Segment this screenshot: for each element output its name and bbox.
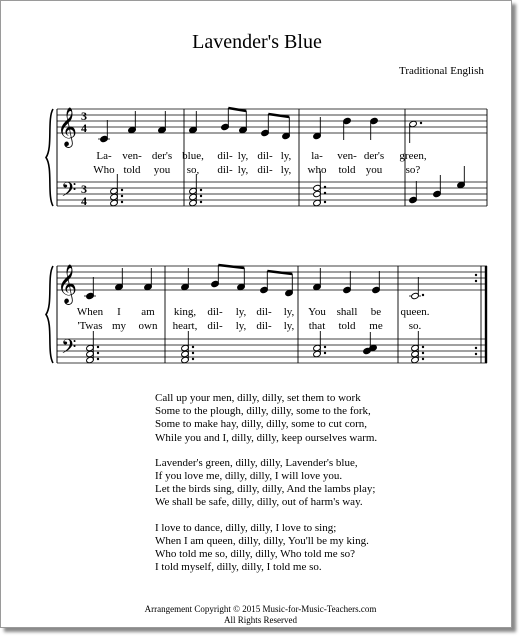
- augmentation-dot: [200, 189, 202, 191]
- verse-line: Some to the plough, dilly, dilly, some to the fork,: [155, 405, 371, 418]
- lyric-verse2: ly,: [280, 164, 292, 176]
- note-beam: [268, 114, 289, 117]
- augmentation-dot: [422, 358, 424, 360]
- stanza-2: [155, 457, 377, 510]
- lyric-verse2: told: [338, 320, 356, 332]
- augmentation-dot: [97, 352, 99, 354]
- lyric-verse1: ven-: [122, 150, 142, 162]
- lyric-verse2: that: [308, 320, 326, 332]
- lyric-verse2: 'Twas: [77, 320, 103, 332]
- lyric-verse2: you: [153, 164, 171, 176]
- lyric-verse2: dil-: [257, 164, 273, 176]
- lyric-verse1: When: [76, 306, 104, 318]
- verse-line: Let the birds sing, dilly, dilly, And the lambs play;: [155, 483, 376, 496]
- lyric-verse2: who: [307, 164, 327, 176]
- verse-line: Call up your men, dilly, dilly, set them to work: [155, 392, 361, 404]
- verse-line: While you and I, dilly, dilly, keep ourselves warm.: [155, 431, 378, 444]
- rights-line: All Rights Reserved: [224, 615, 297, 625]
- augmentation-dot: [324, 186, 326, 188]
- lyric-verse1: dil-: [257, 150, 273, 162]
- lyric-verse2: me: [369, 320, 383, 332]
- verse-line: Who told me so, dilly, dilly, Who told me so?: [155, 548, 356, 561]
- note-beam: [218, 265, 244, 268]
- lyric-verse2: so?: [405, 164, 421, 176]
- composer-credit: Traditional English: [399, 65, 484, 77]
- augmentation-dot: [475, 347, 477, 349]
- lyric-verse2: ly,: [283, 320, 295, 332]
- lyric-verse2: told: [338, 164, 356, 176]
- verse-line: If you love me, dilly, dilly, I will love you.: [155, 470, 343, 483]
- lyric-verse1: ly,: [283, 306, 295, 318]
- augmentation-dot: [97, 346, 99, 348]
- treble-clef-icon: 𝄞: [57, 264, 78, 304]
- grand-staff-brace: [46, 266, 53, 363]
- lyric-verse1: I: [117, 306, 121, 318]
- lyric-verse2: dil-: [217, 164, 233, 176]
- verse-line: I told myself, dilly, dilly, I told me so.: [155, 561, 322, 574]
- time-signature-top: 3: [81, 182, 87, 196]
- lyric-verse2: my: [111, 320, 127, 332]
- augmentation-dot: [324, 201, 326, 203]
- lyric-verse1: king,: [173, 306, 197, 318]
- lyric-verse1: ly,: [280, 150, 292, 162]
- lyric-verse2: ly,: [235, 320, 247, 332]
- lyric-verse2: heart,: [172, 320, 198, 332]
- additional-verses: [155, 392, 377, 586]
- augmentation-dot: [192, 358, 194, 360]
- time-signature-bottom: 4: [81, 121, 87, 135]
- lyric-verse1: be: [370, 306, 382, 318]
- augmentation-dot: [121, 201, 123, 203]
- lyric-verse2: so.: [408, 320, 422, 332]
- augmentation-dot: [475, 353, 477, 355]
- verse-line: Lavender's green, dilly, dilly, Lavender's blue,: [155, 456, 358, 469]
- stanza-3: [155, 522, 377, 575]
- lyric-verse1: blue,: [182, 150, 204, 162]
- verse-line: I love to dance, dilly, dilly, I love to sing;: [155, 521, 337, 534]
- lyric-verse1: dil-: [256, 306, 272, 318]
- treble-clef-icon: 𝄞: [57, 107, 78, 147]
- lyric-verse1: shall: [336, 306, 358, 318]
- bass-clef-icon: 𝄢: [61, 178, 77, 206]
- lyric-verse2: ly,: [237, 164, 249, 176]
- augmentation-dot: [422, 294, 424, 296]
- lyric-verse1: ven-: [337, 150, 357, 162]
- lyric-verse1: der's: [363, 150, 385, 162]
- verse-line: Some to make hay, dilly, dilly, some to cut corn,: [155, 418, 368, 431]
- lyric-verse2: dil-: [256, 320, 272, 332]
- lyric-verse2: dil-: [207, 320, 223, 332]
- stanza-1: [155, 392, 377, 445]
- lyric-verse1: der's: [151, 150, 173, 162]
- augmentation-dot: [420, 122, 422, 124]
- augmentation-dot: [192, 346, 194, 348]
- song-title: Lavender's Blue: [192, 31, 322, 53]
- augmentation-dot: [121, 189, 123, 191]
- augmentation-dot: [475, 274, 477, 276]
- lyric-verse1: You: [308, 306, 326, 318]
- time-signature-top: 3: [81, 109, 87, 123]
- augmentation-dot: [324, 192, 326, 194]
- lyric-verse1: am: [141, 306, 155, 318]
- note-beam: [267, 271, 292, 274]
- augmentation-dot: [422, 346, 424, 348]
- lyric-verse2: Who: [93, 164, 115, 176]
- lyric-verse1: dil-: [207, 306, 223, 318]
- lyric-verse2: you: [365, 164, 383, 176]
- augmentation-dot: [324, 352, 326, 354]
- augmentation-dot: [200, 201, 202, 203]
- lyric-verse1: ly,: [237, 150, 249, 162]
- grand-staff-brace: [46, 109, 53, 206]
- lyric-verse2: told: [123, 164, 141, 176]
- time-signature-bottom: 4: [81, 194, 87, 208]
- copyright-footer: [1, 604, 519, 626]
- music-score: [1, 1, 513, 381]
- copyright-line: Arrangement Copyright © 2015 Music-for-Music-Teachers.com: [144, 604, 377, 614]
- lyric-verse1: ly,: [235, 306, 247, 318]
- note-beam: [228, 108, 246, 111]
- augmentation-dot: [121, 195, 123, 197]
- augmentation-dot: [422, 352, 424, 354]
- augmentation-dot: [324, 346, 326, 348]
- augmentation-dot: [200, 195, 202, 197]
- lyric-verse1: la-: [311, 150, 323, 162]
- lyric-verse1: queen.: [400, 306, 430, 318]
- verse-line: When I am queen, dilly, dilly, You'll be my king.: [155, 534, 369, 547]
- lyric-verse1: La-: [96, 150, 112, 162]
- augmentation-dot: [475, 280, 477, 282]
- lyric-verse1: dil-: [217, 150, 233, 162]
- lyric-verse1: green,: [399, 150, 427, 162]
- bass-clef-icon: 𝄢: [61, 335, 77, 363]
- lyric-verse2: own: [138, 320, 158, 332]
- augmentation-dot: [192, 352, 194, 354]
- verse-line: We shall be safe, dilly, dilly, out of harm's way.: [155, 496, 363, 509]
- lyric-verse2: so,: [186, 164, 200, 176]
- augmentation-dot: [97, 358, 99, 360]
